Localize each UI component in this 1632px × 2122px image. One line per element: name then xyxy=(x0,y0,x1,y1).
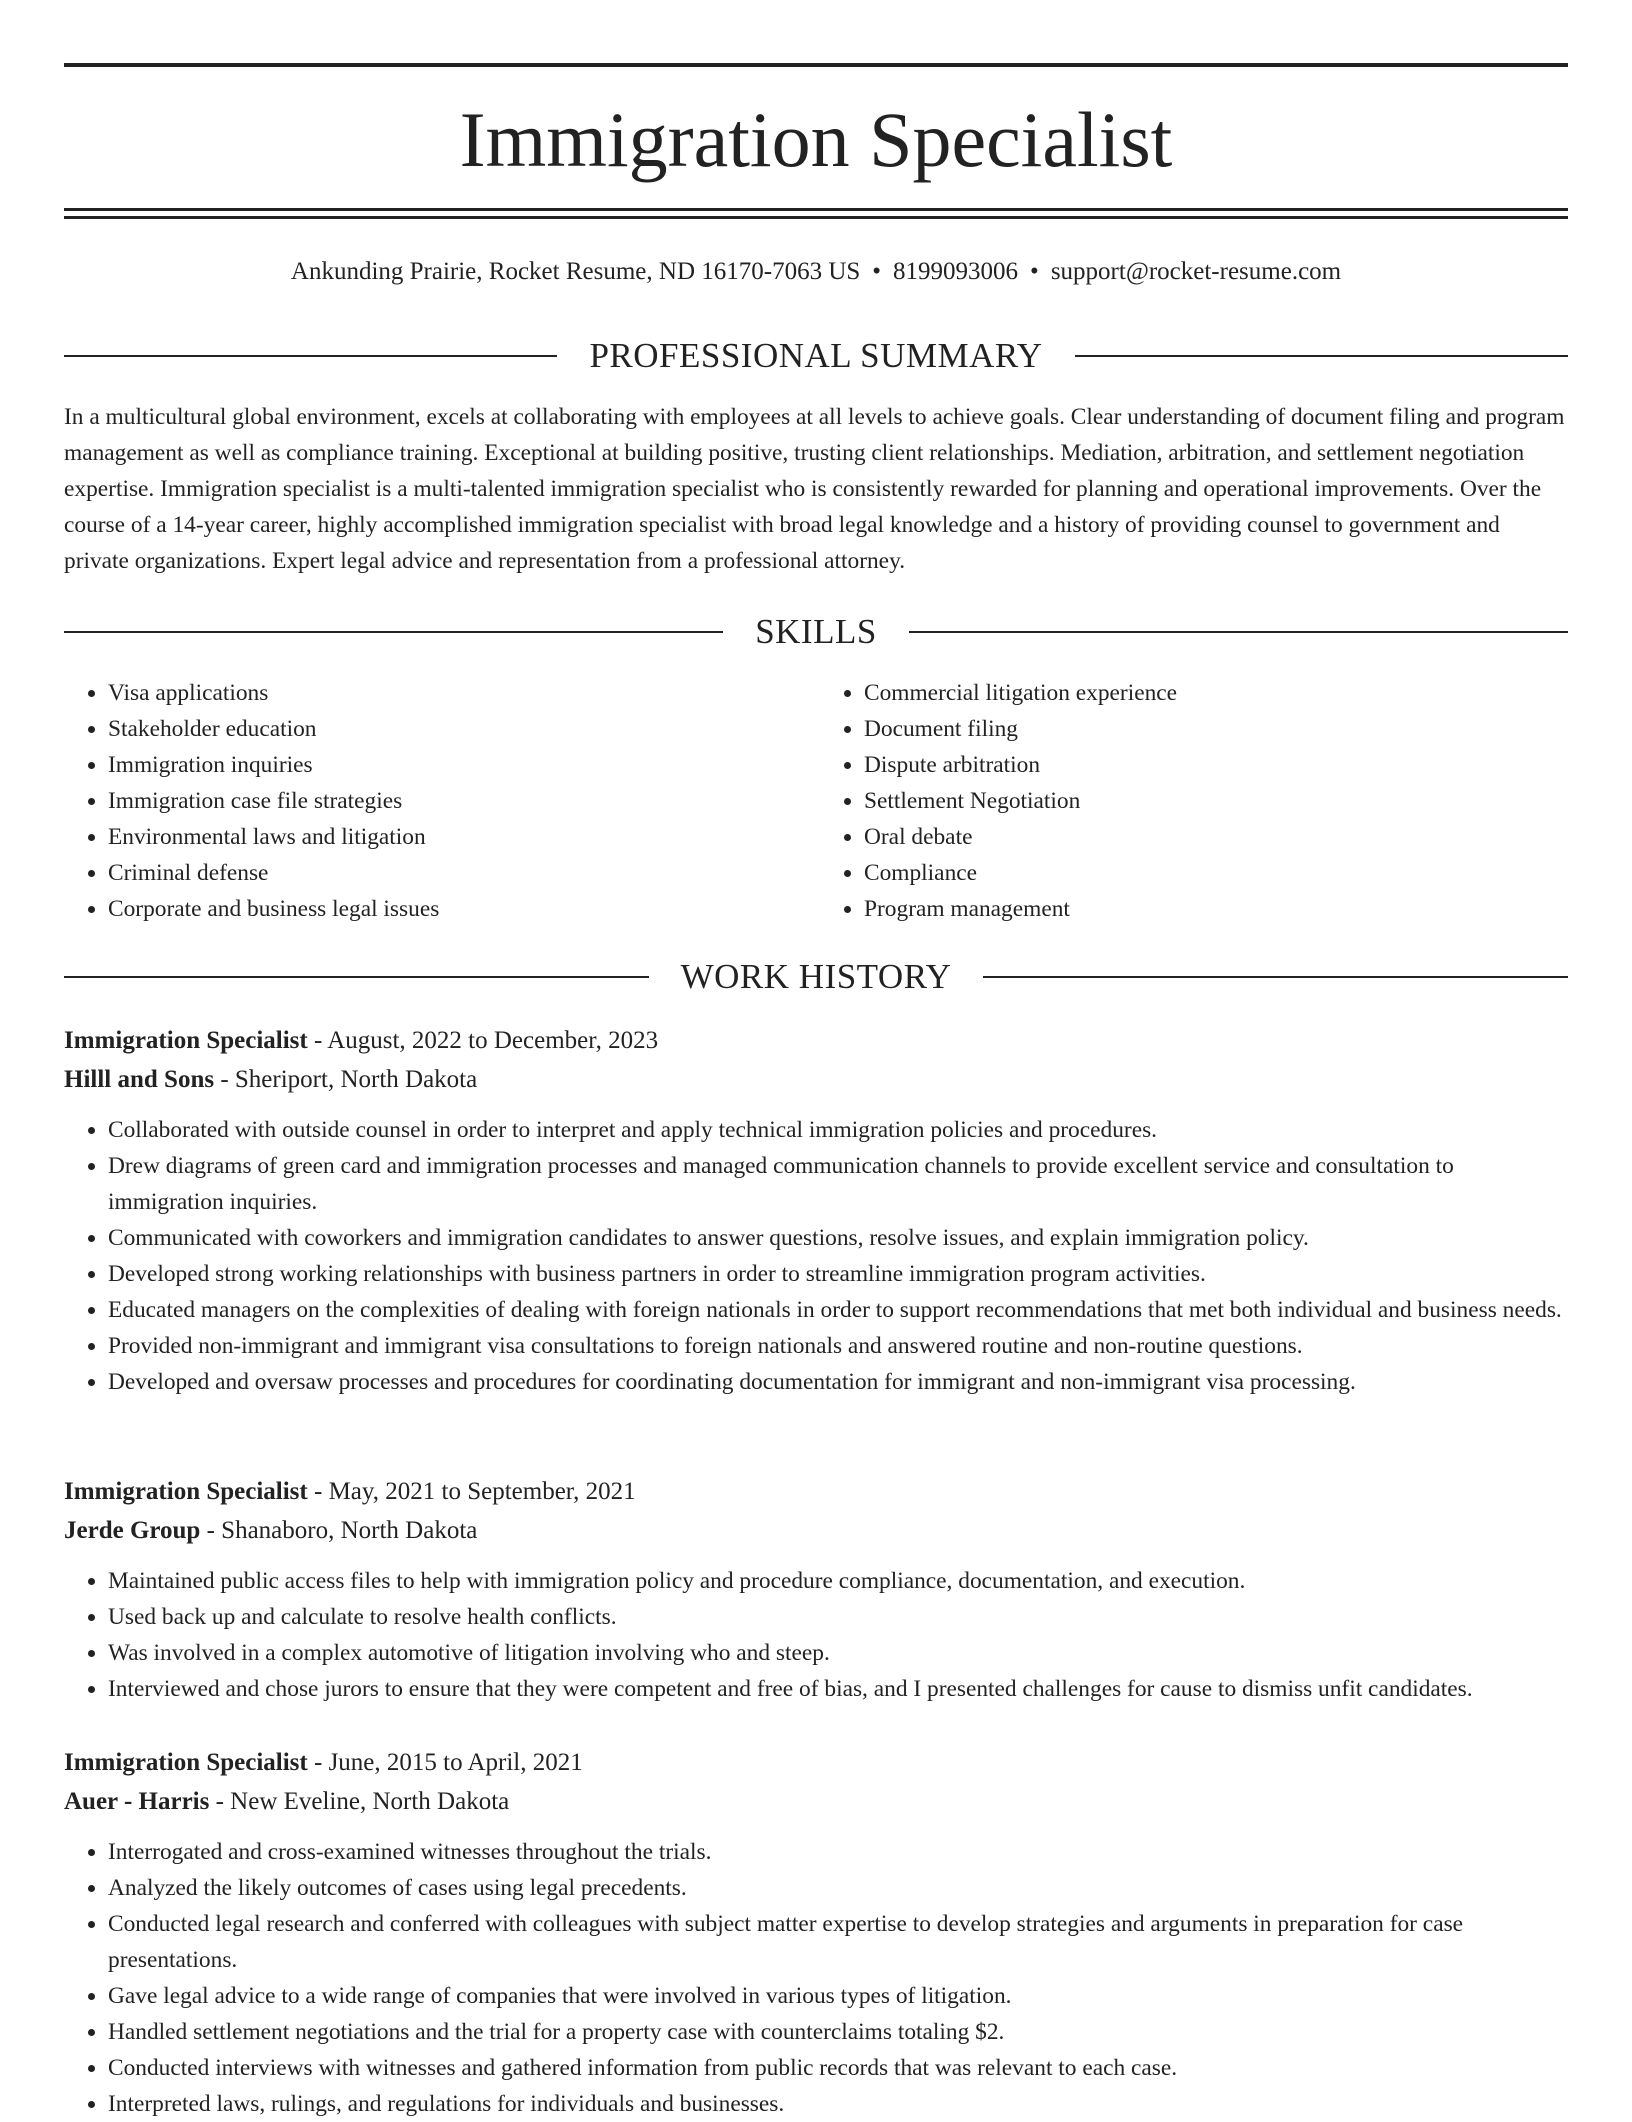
job-bullet: • Developed and oversaw processes and procedures for coordinating documentation for immigrant and non-immigrant visa processing. xyxy=(108,1364,1568,1400)
job-title: Immigration Specialist xyxy=(64,1478,308,1505)
summary-text: In a multicultural global environment, excels at collaborating with employees at all levels to achieve goals. Clear understanding of document filing and program management as well as compliance training. Exceptional at building positive, trusting client relationships. Mediation, arbitration, and settlement negotiation expertise. Immigration specialist is a multi-talented immigration specialist who is consistently rewarded for planning and operational improvements. Over the course of a 14-year career, highly accomplished immigration specialist with broad legal knowledge and a history of providing counsel to government and private organizations. Expert legal advice and representation from a professional attorney. xyxy=(64,404,1565,574)
skills-heading xyxy=(64,610,1568,654)
skill-item: • Oral debate xyxy=(864,819,1568,855)
skill-item: • Criminal defense xyxy=(108,855,812,891)
contact-separator: • xyxy=(872,258,882,285)
job-bullet: • Gave legal advice to a wide range of companies that were involved in various types of litigation. xyxy=(108,1978,1568,2014)
skill-item: • Program management xyxy=(864,891,1568,927)
job-entry xyxy=(64,1021,1568,1400)
job-bullet: • Handled settlement negotiations and the trial for a property case with counterclaims totaling $2. xyxy=(108,2014,1568,2050)
job-bullet: • Developed strong working relationships with business partners in order to streamline immigration program activities. xyxy=(108,1256,1568,1292)
work-history-heading xyxy=(64,955,1568,999)
job-company: Jerde Group xyxy=(64,1517,201,1544)
job-dates: - May, 2021 to September, 2021 xyxy=(307,1478,636,1505)
job-bullet: • Collaborated with outside counsel in order to interpret and apply technical immigration policies and procedures. xyxy=(108,1112,1568,1148)
contact-email: support@rocket-resume.com xyxy=(1050,258,1342,285)
skill-item: • Commercial litigation experience xyxy=(864,675,1568,711)
resume-title: Immigration Specialist xyxy=(459,96,1173,183)
job-bullet: • Interrogated and cross-examined witnesses throughout the trials. xyxy=(108,1834,1568,1870)
job-company: Auer - Harris xyxy=(64,1788,210,1815)
summary-heading xyxy=(64,334,1568,378)
job-bullet: • Drew diagrams of green card and immigration processes and managed communication channels to provide excellent service and consultation to immigration inquiries. xyxy=(108,1148,1568,1220)
heading-rule-right xyxy=(983,976,1568,978)
job-title-line xyxy=(64,1021,1568,1060)
skills-heading-label: SKILLS xyxy=(755,612,877,651)
skill-item: • Document filing xyxy=(864,711,1568,747)
job-company: Hilll and Sons xyxy=(64,1066,215,1093)
skill-item: • Dispute arbitration xyxy=(864,747,1568,783)
contact-phone: 8199093006 xyxy=(893,258,1019,285)
skills-column-left xyxy=(64,675,812,927)
skill-item: • Environmental laws and litigation xyxy=(108,819,812,855)
job-company-line xyxy=(64,1782,1568,1821)
job-bullet: • Provided non-immigrant and immigrant visa consultations to foreign nationals and answered routine and non-routine questions. xyxy=(108,1328,1568,1364)
job-bullets xyxy=(64,1112,1568,1400)
heading-rule-left xyxy=(64,976,649,978)
job-dates: - June, 2015 to April, 2021 xyxy=(307,1749,583,1776)
skill-item: • Settlement Negotiation xyxy=(864,783,1568,819)
contact-line xyxy=(64,254,1568,290)
heading-rule-right xyxy=(1075,355,1568,357)
title-rule-upper xyxy=(64,208,1568,211)
top-rule xyxy=(64,63,1568,67)
skills-list xyxy=(64,675,1568,927)
job-entry xyxy=(64,1743,1568,2122)
job-bullet: • Used back up and calculate to resolve health conflicts. xyxy=(108,1599,1568,1635)
job-company-line xyxy=(64,1060,1568,1099)
job-location: - Sheriport, North Dakota xyxy=(214,1066,478,1093)
skill-item: • Immigration inquiries xyxy=(108,747,812,783)
heading-rule-left xyxy=(64,631,723,633)
skill-item: • Immigration case file strategies xyxy=(108,783,812,819)
heading-rule-left xyxy=(64,355,557,357)
work-history-heading-label: WORK HISTORY xyxy=(680,957,952,996)
job-title: Immigration Specialist xyxy=(64,1027,308,1054)
skill-item: • Visa applications xyxy=(108,675,812,711)
skill-item: • Compliance xyxy=(864,855,1568,891)
job-location: - New Eveline, North Dakota xyxy=(209,1788,510,1815)
summary-heading-label: PROFESSIONAL SUMMARY xyxy=(589,336,1043,375)
title-rule-lower xyxy=(64,216,1568,219)
job-bullet: • Analyzed the likely outcomes of cases using legal precedents. xyxy=(108,1870,1568,1906)
skill-item: • Corporate and business legal issues xyxy=(108,891,812,927)
job-bullet: • Was involved in a complex automotive of litigation involving who and steep. xyxy=(108,1635,1568,1671)
job-bullet: • Interviewed and chose jurors to ensure that they were competent and free of bias, and I presented challenges for cause to dismiss unfit candidates. xyxy=(108,1671,1568,1707)
skill-item: • Stakeholder education xyxy=(108,711,812,747)
job-entry xyxy=(64,1472,1568,1707)
job-bullets xyxy=(64,1834,1568,2122)
job-title-line xyxy=(64,1743,1568,1782)
job-company-line xyxy=(64,1511,1568,1550)
job-bullet: • Conducted interviews with witnesses and gathered information from public records that was relevant to each case. xyxy=(108,2050,1568,2086)
job-location: - Shanaboro, North Dakota xyxy=(200,1517,478,1544)
job-bullet: • Interpreted laws, rulings, and regulations for individuals and businesses. xyxy=(108,2086,1568,2122)
job-title: Immigration Specialist xyxy=(64,1749,308,1776)
job-title-line xyxy=(64,1472,1568,1511)
contact-separator: • xyxy=(1030,258,1039,285)
job-bullet: • Educated managers on the complexities of dealing with foreign nationals in order to support recommendations that met both individual and business needs. xyxy=(108,1292,1568,1328)
job-bullet: • Maintained public access files to help with immigration policy and procedure compliance, documentation, and execution. xyxy=(108,1563,1568,1599)
job-bullet: • Conducted legal research and conferred with colleagues with subject matter expertise to develop strategies and arguments in preparation for case presentations. xyxy=(108,1906,1568,1978)
job-bullet: • Communicated with coworkers and immigration candidates to answer questions, resolve issues, and explain immigration policy. xyxy=(108,1220,1568,1256)
heading-rule-right xyxy=(909,631,1568,633)
job-dates: - August, 2022 to December, 2023 xyxy=(307,1027,659,1054)
job-bullets xyxy=(64,1563,1568,1707)
skills-column-right xyxy=(812,675,1568,927)
contact-address: Ankunding Prairie, Rocket Resume, ND 16170-7063 US xyxy=(290,258,861,285)
